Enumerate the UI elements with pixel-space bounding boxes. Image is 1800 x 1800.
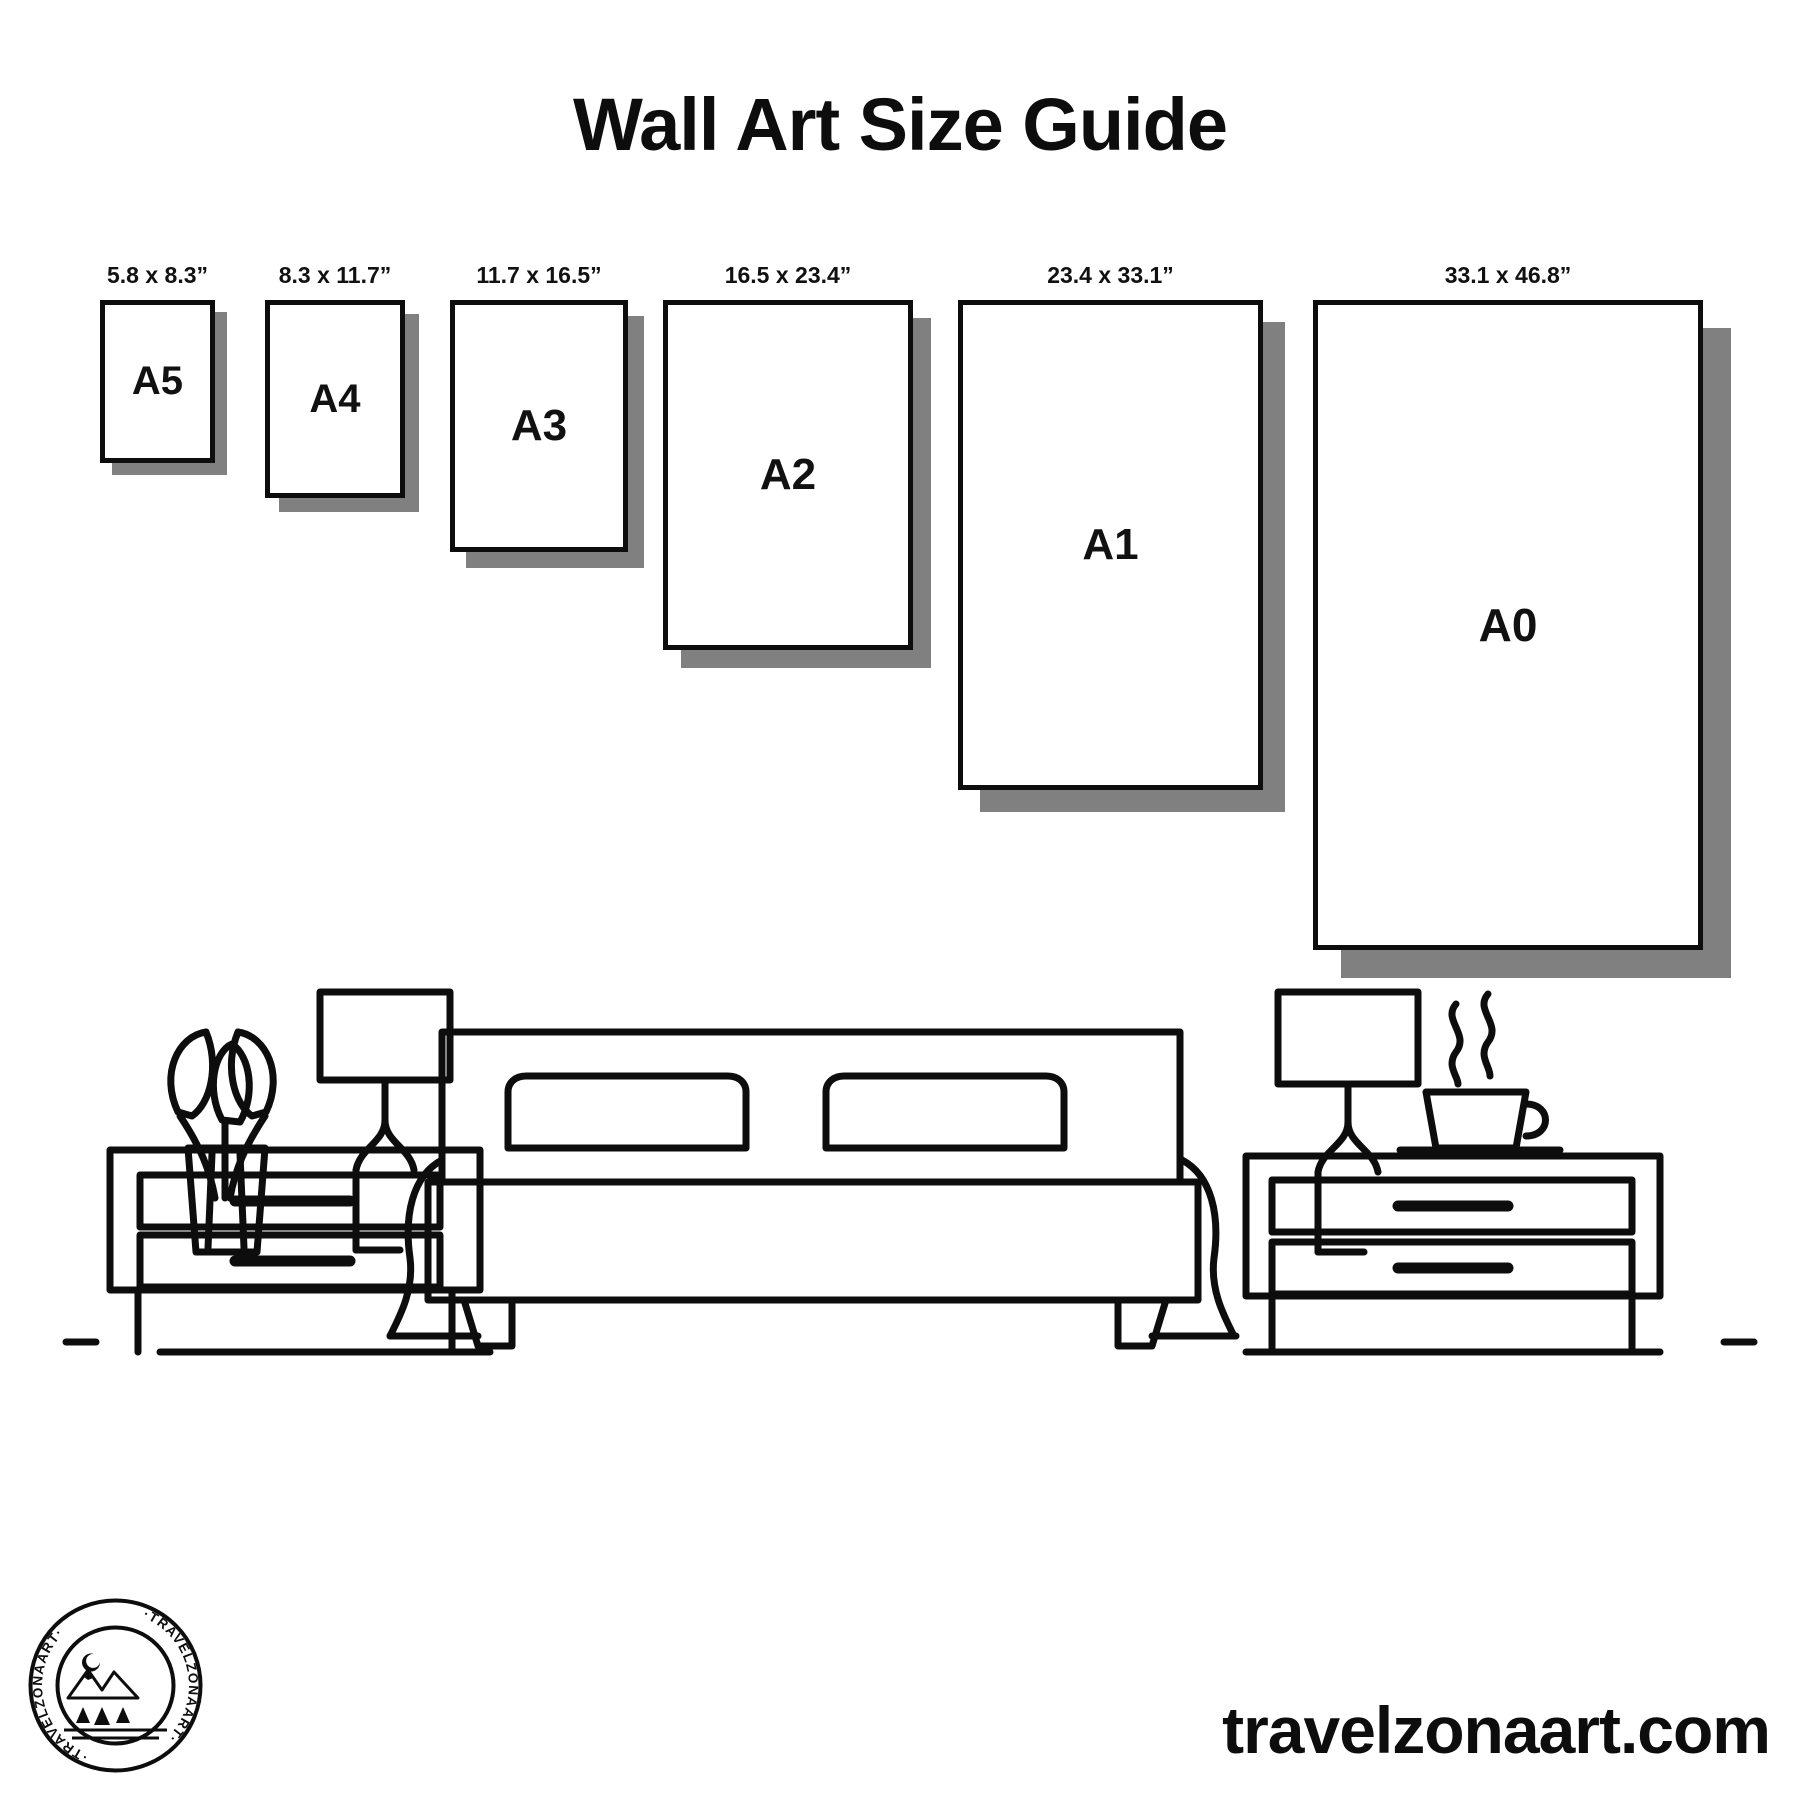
size-label-a5: 5.8 x 8.3” (106, 262, 209, 288)
logo-inner-ring (58, 1628, 174, 1744)
page-title: Wall Art Size Guide (573, 83, 1227, 166)
frame-name-a0: A0 (1478, 599, 1538, 651)
brand-logo[interactable] (28, 1598, 203, 1773)
pillow-right (826, 1076, 1064, 1148)
frame-box-a5 (100, 300, 215, 463)
table-lamp-right (1278, 992, 1418, 1252)
frame-box-a3 (450, 300, 628, 552)
frame-name-a3: A3 (510, 401, 568, 450)
frame-name-a1: A1 (1082, 520, 1139, 569)
size-label-a4: 8.3 x 11.7” (278, 262, 392, 288)
plant-vase (171, 1032, 273, 1252)
pillow-left (508, 1076, 746, 1148)
size-frame-a2 (663, 262, 913, 650)
bed (390, 1032, 1236, 1346)
size-frame-a5 (100, 262, 215, 475)
frame-box-a1 (958, 300, 1263, 790)
frame-name-a2: A2 (759, 450, 817, 499)
size-label-a2: 16.5 x 23.4” (724, 262, 852, 288)
bedroom-illustration (60, 970, 1760, 1400)
size-label-a3: 11.7 x 16.5” (476, 262, 602, 288)
frame-name-a4: A4 (309, 376, 361, 421)
size-frame-a0 (1313, 262, 1703, 950)
coffee-cup (1400, 994, 1560, 1150)
size-frame-a3 (450, 262, 628, 560)
frame-name-a5: A5 (131, 359, 184, 403)
frame-box-a4 (265, 300, 405, 498)
size-frame-a4 (265, 262, 405, 510)
size-label-a0: 33.1 x 46.8” (1444, 262, 1572, 288)
frame-box-a2 (663, 300, 913, 650)
size-label-a1: 23.4 x 33.1” (1047, 262, 1174, 288)
logo-text-outer: ·TRAVELZONAART· (141, 1606, 202, 1747)
mountain-lake-badge-icon (64, 1653, 167, 1738)
size-frame-a1 (958, 262, 1263, 790)
logo-text-inner: ·TRAVELZONAART· (29, 1624, 90, 1765)
frame-box-a0 (1313, 300, 1703, 950)
website-url[interactable]: travelzonaart.com (1222, 1693, 1770, 1767)
nightstand-right (1246, 1156, 1660, 1352)
